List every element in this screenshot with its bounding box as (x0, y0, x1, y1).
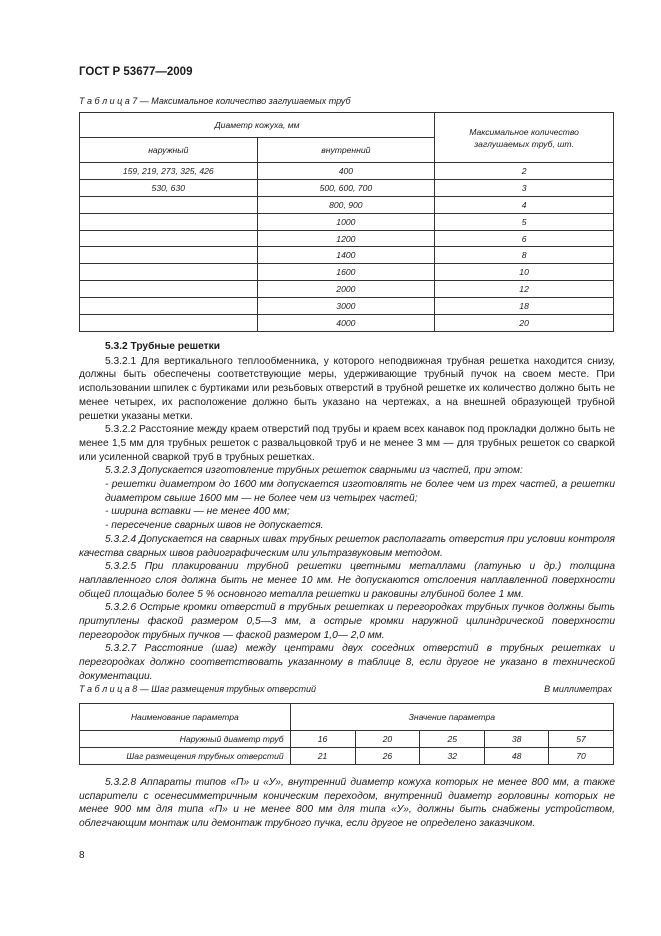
table7-cell-inner: 2000 (257, 281, 435, 298)
paragraph-5-3-2-1: 5.3.2.1 Для вертикального теплообменника, у которого неподвижная трубная решетка находится снизу, должны быть обеспечены соответствующие меры, удерживающие трубный пучок на своем месте. При использовании шпилек с буртиками или резьбовых отверстий в трубной решетке их количество должно быть не менее четырех, их расположение должно быть указано на чертежах, а на внешней образующей трубной решетки указаны метки. (79, 355, 615, 422)
table-row (80, 179, 614, 196)
table7-cell-count: 18 (435, 298, 614, 315)
paragraph-5-3-2-8-block (79, 776, 615, 831)
table8-header-param: Наименование параметра (80, 704, 291, 731)
table7-cell-outer (80, 264, 258, 281)
table7-cell-count: 4 (435, 196, 614, 213)
table-row (80, 213, 614, 230)
paragraph-5-3-2-6: 5.3.2.6 Острые кромки отверстий в трубных решетках и перегородках трубных пучков должны быть притуплены фаской размером 0,5—3 мм, а острые кромки наружной цилиндрической поверхности перегородок трубных пучков — фаской размером 1,0— 2,0 мм. (79, 602, 615, 641)
list-item: - решетки диаметром до 1600 мм допускается изготовлять не более чем из трех частей, а решетки диаметром свыше 1600 мм — не более чем из четырех частей; (105, 479, 615, 504)
table7 (79, 112, 614, 332)
document-id: ГОСТ Р 53677—2009 (79, 66, 193, 78)
table8-header-value: Значение параметра (290, 704, 613, 731)
table-row (80, 731, 614, 748)
table8 (79, 703, 614, 765)
table-row (80, 748, 614, 765)
table7-cell-inner: 4000 (257, 315, 435, 332)
table7-cell-count: 5 (435, 213, 614, 230)
table8-value-cell: 20 (355, 731, 420, 748)
table8-param-name: Наружный диаметр труб (80, 731, 291, 748)
table8-value-cell: 21 (290, 748, 355, 765)
table7-cell-inner: 1200 (257, 230, 435, 247)
table7-cell-inner: 800, 900 (257, 196, 435, 213)
section-heading: 5.3.2 Трубные решетки (105, 341, 220, 352)
page-number: 8 (79, 850, 85, 861)
table8-caption: Т а б л и ц а 8 — Шаг размещения трубных отверстий (79, 684, 316, 694)
table8-value-cell: 25 (420, 731, 485, 748)
paragraph-5-3-2-5: 5.3.2.5 При плакировании трубной решетки цветными металлами (латунью и др.) толщина наплавленного слоя должна быть не менее 10 мм. Не допускаются отслоения наплавленной поверхности общей площадью более 5 % основного металла решетки и раковины глубиной более 1 мм. (79, 561, 615, 600)
table7-cell-outer (80, 247, 258, 264)
paragraph-5-3-2-4: 5.3.2.4 Допускается на сварных швах трубных решеток располагать отверстия при условии контроля качества сварных швов радиографическим или ультразвуковым методом. (79, 533, 615, 559)
table7-cell-outer (80, 281, 258, 298)
table7-cell-count: 6 (435, 230, 614, 247)
table-row (80, 230, 614, 247)
table8-value-cell: 26 (355, 748, 420, 765)
table-row (80, 315, 614, 332)
table7-cell-count: 8 (435, 247, 614, 264)
table7-cell-inner: 3000 (257, 298, 435, 315)
table7-cell-count: 12 (435, 281, 614, 298)
table7-cell-outer (80, 298, 258, 315)
table8-value-cell: 48 (485, 748, 549, 765)
table7-cell-outer: 530, 630 (80, 179, 258, 196)
table7-cell-outer (80, 196, 258, 213)
table-row (80, 196, 614, 213)
table-row (80, 247, 614, 264)
table7-cell-count: 3 (435, 179, 614, 196)
table8-value-cell: 16 (290, 731, 355, 748)
table7-cell-inner: 1000 (257, 213, 435, 230)
table7-cell-outer (80, 315, 258, 332)
paragraph-5-3-2-8: 5.3.2.8 Аппараты типов «П» и «У», внутренний диаметр кожуха которых не менее 800 мм, а также испарители с осенесимметричным коническим переходом, внутренний диаметр горловины которых не менее 900 мм для типа «П» и не менее 800 мм для типа «У», должны быть снабжены устройством, облегчающим монтаж или демонтаж трубного пучка, если другое не определено заказчиком. (79, 777, 615, 830)
table7-cell-inner: 400 (257, 163, 435, 180)
table7-cell-inner: 1400 (257, 247, 435, 264)
table8-unit: В миллиметрах (544, 684, 612, 694)
table8-param-name: Шаг размещения трубных отверстий (80, 748, 291, 765)
table7-caption: Т а б л и ц а 7 — Максимальное количество заглушаемых труб (79, 96, 351, 106)
table7-cell-count: 20 (435, 315, 614, 332)
table7-header-outer: наружный (80, 138, 258, 163)
table7-header-inner: внутренний (257, 138, 435, 163)
table8-value-cell: 57 (549, 731, 614, 748)
table7-header-count: Максимальное количество заглушаемых труб, шт. (435, 113, 614, 163)
list-item: - ширина вставки — не менее 400 мм; (105, 506, 290, 518)
table8-value-cell: 38 (485, 731, 549, 748)
table-row (80, 163, 614, 180)
table8-value-cell: 70 (549, 748, 614, 765)
table7-cell-count: 10 (435, 264, 614, 281)
table-row (80, 264, 614, 281)
table-row (80, 281, 614, 298)
table7-header-diameter: Диаметр кожуха, мм (80, 113, 435, 138)
paragraph-5-3-2-3: 5.3.2.3 Допускается изготовление трубных решеток сварными из частей, при этом: (105, 465, 523, 477)
table7-cell-outer (80, 213, 258, 230)
table7-cell-outer (80, 230, 258, 247)
table7-cell-count: 2 (435, 163, 614, 180)
paragraph-5-3-2-2: 5.3.2.2 Расстояние между краем отверстий под трубы и краем всех канавок под прокладки должно быть не менее 1,5 мм для трубных решеток с развальцовкой труб и не менее 3 мм — для трубных решеток со сваркой или усиленной сваркой труб в трубных решетках. (79, 424, 615, 463)
table7-cell-inner: 1600 (257, 264, 435, 281)
table-row (80, 298, 614, 315)
table7-cell-inner: 500, 600, 700 (257, 179, 435, 196)
table8-value-cell: 32 (420, 748, 485, 765)
table7-cell-outer: 159, 219, 273, 325, 426 (80, 163, 258, 180)
section-body (79, 340, 615, 684)
paragraph-5-3-2-7: 5.3.2.7 Расстояние (шаг) между центрами двух соседних отверстий в трубных решетках и перегородках должно соответствовать указанному в таблице 8, если другое не указано в технической документации. (79, 643, 615, 682)
list-item: - пересечение сварных швов не допускается. (105, 520, 324, 532)
